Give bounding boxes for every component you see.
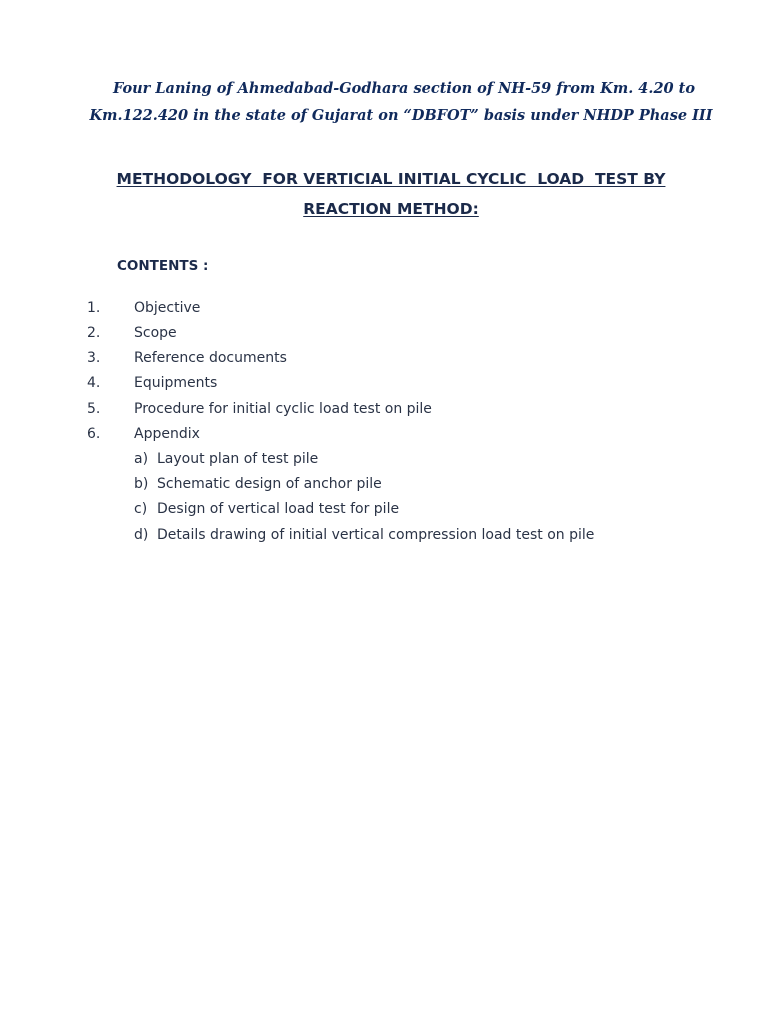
appendix-item-letter: c) [134,501,148,517]
appendix-item-letter: d) [134,527,149,543]
list-item-number: 3. [87,350,101,366]
list-item-text: Scope [134,325,177,341]
list-item-text: Reference documents [134,350,287,366]
appendix-item-letter: a) [134,451,149,467]
list-item-number: 6. [87,426,101,442]
appendix-item-text: Details drawing of initial vertical compression load test on pile [157,527,595,543]
project-header-line-1: Four Laning of Ahmedabad-Godhara section of NH-59 from Km. 4.20 to [112,80,696,97]
list-item-text: Objective [134,300,201,316]
document-title-line-1: METHODOLOGY FOR VERTICIAL INITIAL CYCLIC LOAD TEST BY [116,170,666,188]
project-header-line-2: Km.122.420 in the state of Gujarat on “DBFOT” basis under NHDP Phase III [89,107,713,124]
appendix-item-text: Layout plan of test pile [157,451,319,467]
contents-heading: CONTENTS : [117,258,209,274]
appendix-item-letter: b) [134,476,149,492]
document-title-line-2: REACTION METHOD: [303,200,479,218]
list-item-text: Equipments [134,375,218,391]
list-item-number: 1. [87,300,101,316]
appendix-item-text: Design of vertical load test for pile [157,501,400,517]
list-item-number: 5. [87,401,101,417]
appendix-item-text: Schematic design of anchor pile [157,476,382,492]
list-item-text: Procedure for initial cyclic load test on pile [134,401,432,417]
list-item-number: 2. [87,325,101,341]
list-item-text: Appendix [134,426,200,442]
list-item-number: 4. [87,375,101,391]
